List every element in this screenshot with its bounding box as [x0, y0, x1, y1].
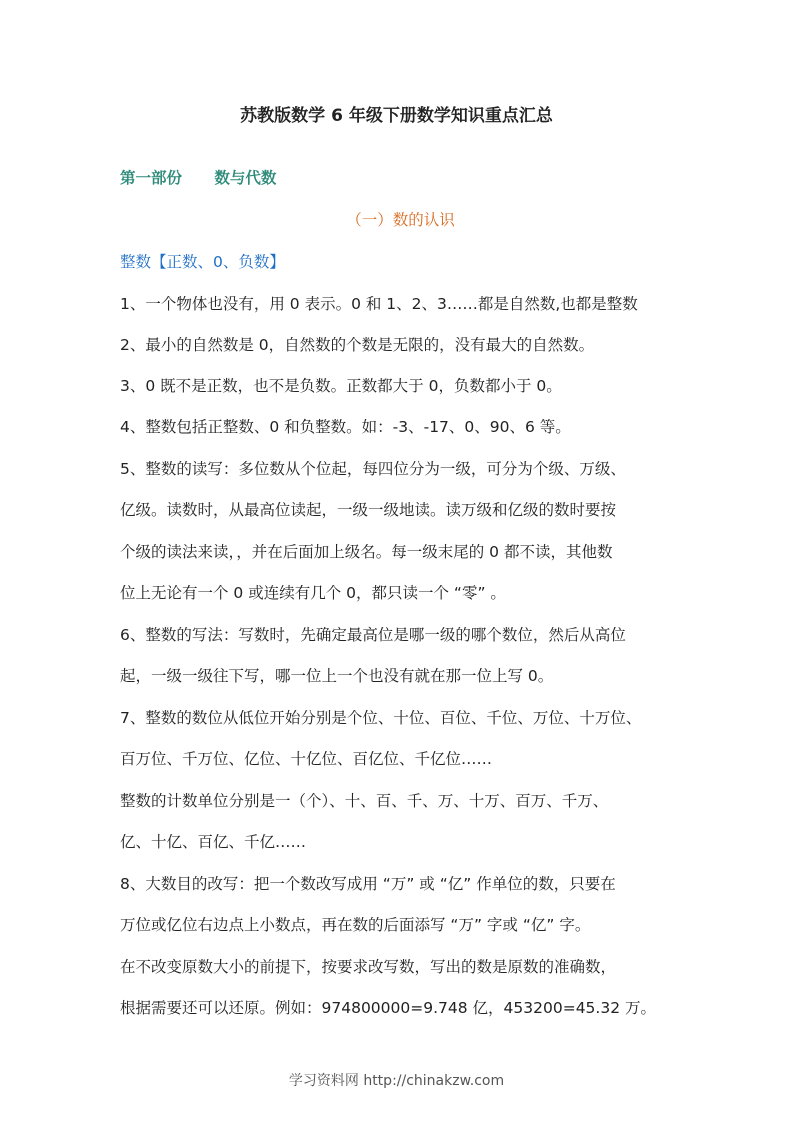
- section-heading: （一）数的认识: [346, 211, 455, 229]
- body-line: 2、最小的自然数是 0，自然数的个数是无限的，没有最大的自然数。: [120, 336, 595, 354]
- body-line: 亿、十亿、百亿、千亿……: [120, 833, 307, 851]
- body-line: 起，一级一级往下写，哪一位上一个也没有就在那一位上写 0。: [120, 667, 554, 685]
- body-line: 8、大数目的改写：把一个数改写成用 “万” 或 “亿” 作单位的数，只要在: [120, 875, 616, 893]
- body-line: 在不改变原数大小的前提下，按要求改写数，写出的数是原数的准确数，: [120, 958, 617, 976]
- sub-heading: 整数【正数、0、负数】: [120, 253, 285, 271]
- document-title: 苏教版数学 6 年级下册数学知识重点汇总: [240, 106, 553, 126]
- body-line: 6、整数的写法：写数时，先确定最高位是哪一级的哪个数位，然后从高位: [120, 626, 626, 644]
- body-line: 个级的读法来读，，并在后面加上级名。每一级末尾的 0 都不读，其他数: [120, 543, 613, 561]
- body-line: 万位或亿位右边点上小数点，再在数的后面添写 “万” 字或 “亿” 字。: [120, 916, 591, 934]
- body-line: 5、整数的读写：多位数从个位起，每四位分为一级，可分为个级、万级、: [120, 460, 626, 478]
- body-line: 位上无论有一个 0 或连续有几个 0，都只读一个 “零” 。: [120, 584, 506, 602]
- body-line: 整数的计数单位分别是一（个）、十、百、千、万、十万、百万、千万、: [120, 792, 609, 810]
- body-line: 3、0 既不是正数，也不是负数。正数都大于 0，负数都小于 0。: [120, 377, 562, 395]
- body-line: 根据需要还可以还原。例如：974800000=9.748 亿，453200=45.32 万。: [120, 999, 657, 1017]
- body-line: 1、一个物体也没有，用 0 表示。0 和 1、2、3……都是自然数,也都是整数: [120, 295, 638, 313]
- part-heading: 第一部份 数与代数: [120, 169, 277, 187]
- body-line: 4、整数包括正整数、0 和负整数。如：-3、-17、0、90、6 等。: [120, 418, 571, 436]
- body-line: 7、整数的数位从低位开始分别是个位、十位、百位、千位、万位、十万位、: [120, 709, 642, 727]
- body-line: 百万位、千万位、亿位、十亿位、百亿位、千亿位……: [120, 750, 493, 768]
- page-footer: 学习资料网 http://chinakzw.com: [288, 1073, 505, 1089]
- body-line: 亿级。读数时，从最高位读起，一级一级地读。读万级和亿级的数时要按: [120, 501, 617, 519]
